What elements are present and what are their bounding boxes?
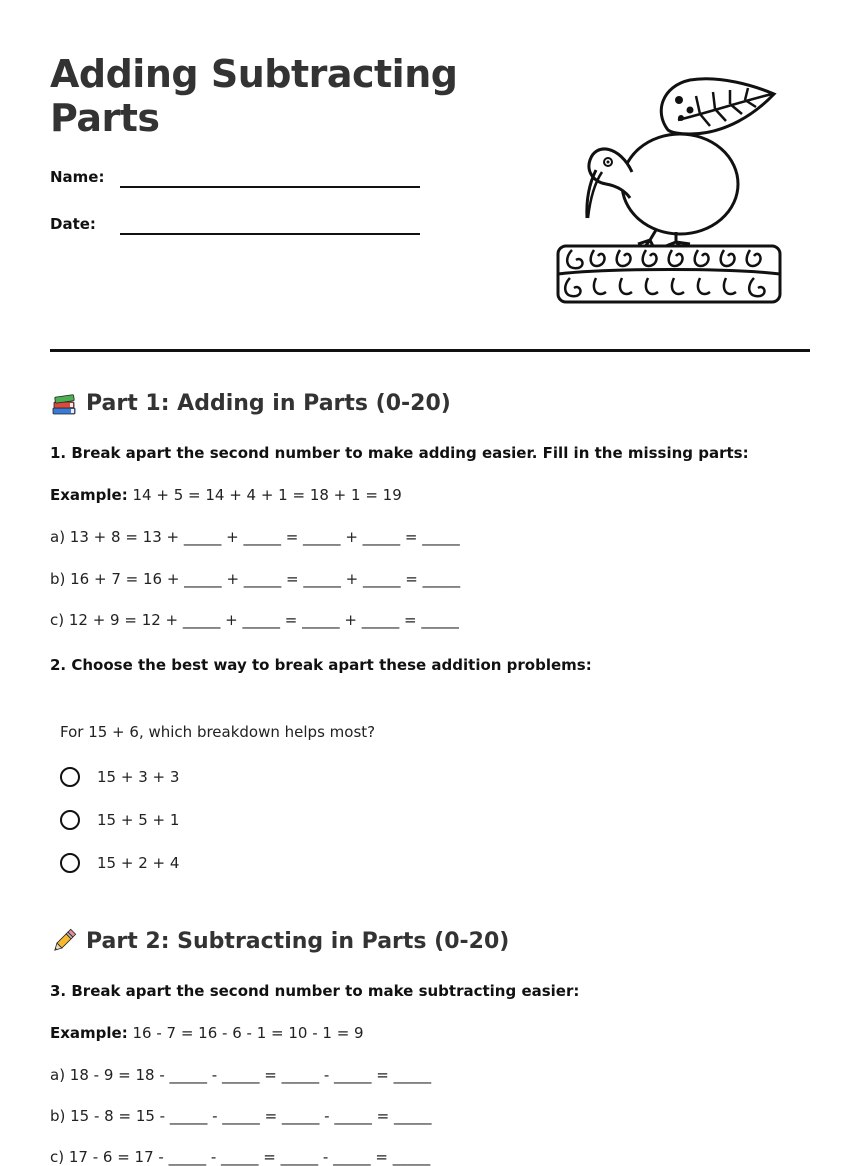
q2-option-1-label: 15 + 3 + 3 [97,768,180,786]
q3-item-a[interactable]: a) 18 - 9 = 18 - _____ - _____ = _____ - _____ = _____ [50,1066,432,1084]
q3-item-c[interactable]: c) 17 - 6 = 17 - _____ - _____ = _____ - _____ = _____ [50,1148,431,1166]
part1-title-text: Part 1: Adding in Parts (0-20) [86,390,451,416]
q1-item-a[interactable]: a) 13 + 8 = 13 + _____ + _____ = _____ + _____ = _____ [50,528,460,546]
date-field[interactable] [50,211,420,241]
name-label: Name: [50,168,105,186]
q1-item-c[interactable]: c) 12 + 9 = 12 + _____ + _____ = _____ + _____ = _____ [50,611,459,629]
radio-button[interactable] [60,853,80,873]
date-label: Date: [50,215,96,233]
q2-question: For 15 + 6, which breakdown helps most? [60,723,376,741]
part2-title-text: Part 2: Subtracting in Parts (0-20) [86,928,510,954]
q1-item-b[interactable]: b) 16 + 7 = 16 + _____ + _____ = _____ + _____ = _____ [50,570,461,588]
q1-example [50,486,402,504]
q3-prompt: 3. Break apart the second number to make subtracting easier: [50,982,580,1000]
q2-option-3[interactable] [60,850,179,876]
q2-option-3-label: 15 + 2 + 4 [97,854,180,872]
page-title: Adding Subtracting Parts [50,52,458,140]
q1-example-label: Example: [50,486,128,504]
books-icon [50,389,78,417]
q1-prompt: 1. Break apart the second number to make adding easier. Fill in the missing parts: [50,444,749,462]
q2-option-2[interactable] [60,807,179,833]
q3-example [50,1024,364,1042]
radio-button[interactable] [60,810,80,830]
header-divider [50,349,810,352]
date-line[interactable] [120,233,420,235]
name-line[interactable] [120,186,420,188]
q3-item-b[interactable]: b) 15 - 8 = 15 - _____ - _____ = _____ - _____ = _____ [50,1107,432,1125]
q2-option-2-label: 15 + 5 + 1 [97,811,180,829]
q2-option-1[interactable] [60,764,179,790]
part1-title [50,389,451,417]
pencil-icon [50,927,78,955]
name-field[interactable] [50,164,420,194]
radio-button[interactable] [60,767,80,787]
q3-example-text: 16 - 7 = 16 - 6 - 1 = 10 - 1 = 9 [127,1024,364,1042]
part2-title [50,927,509,955]
q1-example-text: 14 + 5 = 14 + 4 + 1 = 18 + 1 = 19 [127,486,402,504]
q2-prompt: 2. Choose the best way to break apart these addition problems: [50,656,592,674]
q3-example-label: Example: [50,1024,128,1042]
kiwi-bird-icon [550,72,790,312]
